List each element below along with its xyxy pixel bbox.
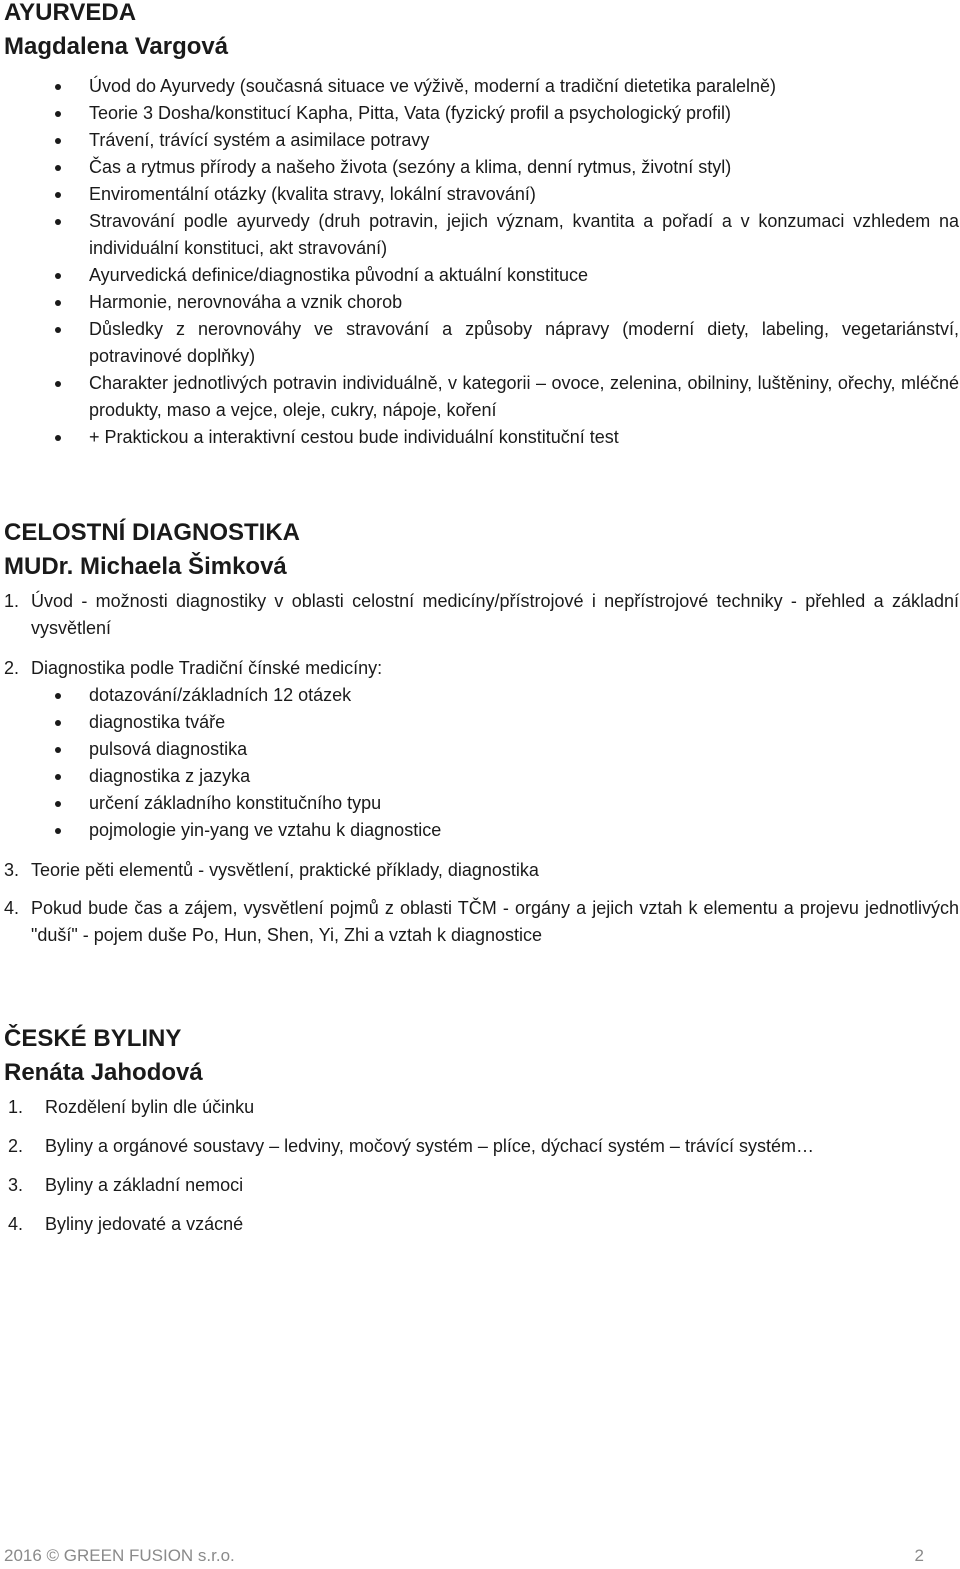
topic-list bbox=[4, 1094, 959, 1238]
item-number: 3. bbox=[4, 860, 20, 880]
list-item: pulsová diagnostika bbox=[4, 736, 959, 763]
list-item: diagnostika tváře bbox=[4, 709, 959, 736]
section-title: CELOSTNÍ DIAGNOSTIKA bbox=[4, 519, 301, 546]
numbered-item bbox=[4, 655, 959, 682]
list-item: pojmologie yin-yang ve vztahu k diagnostice bbox=[4, 817, 959, 844]
list-item: dotazování/základních 12 otázek bbox=[4, 682, 959, 709]
list-item: + Praktickou a interaktivní cestou bude individuální konstituční test bbox=[4, 424, 959, 451]
list-item: Teorie 3 Dosha/konstitucí Kapha, Pitta, Vata (fyzický profil a psychologický profil) bbox=[4, 100, 959, 127]
lecturer-name: Renáta Jahodová bbox=[4, 1059, 203, 1086]
lecturer-name: MUDr. Michaela Šimková bbox=[4, 553, 287, 580]
list-item: Úvod do Ayurvedy (současná situace ve výživě, moderní a tradiční dietetika paralelně) bbox=[4, 73, 959, 100]
item-text: Rozdělení bylin dle účinku bbox=[45, 1097, 255, 1117]
item-text: Byliny jedovaté a vzácné bbox=[45, 1214, 244, 1234]
item-number: 1. bbox=[8, 1097, 24, 1117]
item-number: 2. bbox=[4, 658, 20, 678]
list-item: určení základního konstitučního typu bbox=[4, 790, 959, 817]
item-text: Byliny a základní nemoci bbox=[45, 1175, 244, 1195]
copyright-text: 2016 © GREEN FUSION s.r.o. bbox=[4, 1546, 235, 1565]
item-number: 4. bbox=[4, 898, 20, 918]
list-item bbox=[4, 1211, 959, 1238]
section-title: AYURVEDA bbox=[4, 0, 137, 26]
diagnostika-section bbox=[4, 516, 959, 949]
numbered-item bbox=[4, 895, 959, 949]
list-item: Důsledky z nerovnováhy ve stravování a způsoby nápravy (moderní diety, labeling, vegetariánství, potravinové doplňky) bbox=[4, 316, 959, 370]
list-item: Stravování podle ayurvedy (druh potravin, jejich význam, kvantita a pořadí a v konzumaci vzhledem na individuální konstituci, akt stravování) bbox=[4, 208, 959, 262]
page-footer bbox=[4, 1546, 924, 1568]
byliny-section bbox=[4, 1022, 959, 1250]
lecturer-name: Magdalena Vargová bbox=[4, 33, 229, 60]
list-item bbox=[4, 1094, 959, 1121]
numbered-item bbox=[4, 857, 959, 884]
section-title: ČESKÉ BYLINY bbox=[4, 1025, 182, 1052]
list-item bbox=[4, 1133, 959, 1160]
item-number: 3. bbox=[8, 1175, 24, 1195]
item-text: Byliny a orgánové soustavy – ledviny, močový systém – plíce, dýchací systém – trávící systém… bbox=[45, 1136, 814, 1156]
item-text: Pokud bude čas a zájem, vysvětlení pojmů z oblasti TČM - orgány a jejich vztah k elementu a projevu jednotlivých "duší" - pojem duše Po, Hun, Shen, Yi, Zhi a vztah k diagnostice bbox=[31, 898, 959, 945]
list-item: Trávení, trávící systém a asimilace potravy bbox=[4, 127, 959, 154]
list-item: Čas a rytmus přírody a našeho života (sezóny a klima, denní rytmus, životní styl) bbox=[4, 154, 959, 181]
item-number: 4. bbox=[8, 1214, 24, 1234]
item-text: Diagnostika podle Tradiční čínské medicíny: bbox=[31, 658, 383, 678]
item-number: 1. bbox=[4, 591, 20, 611]
list-item bbox=[4, 1172, 959, 1199]
item-text: Úvod - možnosti diagnostiky v oblasti celostní medicíny/přístrojové i nepřístrojové techniky - přehled a základní vysvětlení bbox=[31, 591, 959, 638]
item-text: Teorie pěti elementů - vysvětlení, praktické příklady, diagnostika bbox=[31, 860, 539, 880]
numbered-item bbox=[4, 588, 959, 642]
item-number: 2. bbox=[8, 1136, 24, 1156]
topic-list bbox=[4, 73, 959, 451]
list-item: Harmonie, nerovnováha a vznik chorob bbox=[4, 289, 959, 316]
subtopic-list bbox=[4, 682, 959, 844]
list-item: Enviromentální otázky (kvalita stravy, lokální stravování) bbox=[4, 181, 959, 208]
page-number: 2 bbox=[914, 1546, 924, 1565]
ayurveda-section bbox=[4, 0, 959, 451]
list-item: diagnostika z jazyka bbox=[4, 763, 959, 790]
list-item: Charakter jednotlivých potravin individuálně, v kategorii – ovoce, zelenina, obilniny, luštěniny, ořechy, mléčné produkty, maso a vejce, oleje, cukry, nápoje, koření bbox=[4, 370, 959, 424]
list-item: Ayurvedická definice/diagnostika původní a aktuální konstituce bbox=[4, 262, 959, 289]
